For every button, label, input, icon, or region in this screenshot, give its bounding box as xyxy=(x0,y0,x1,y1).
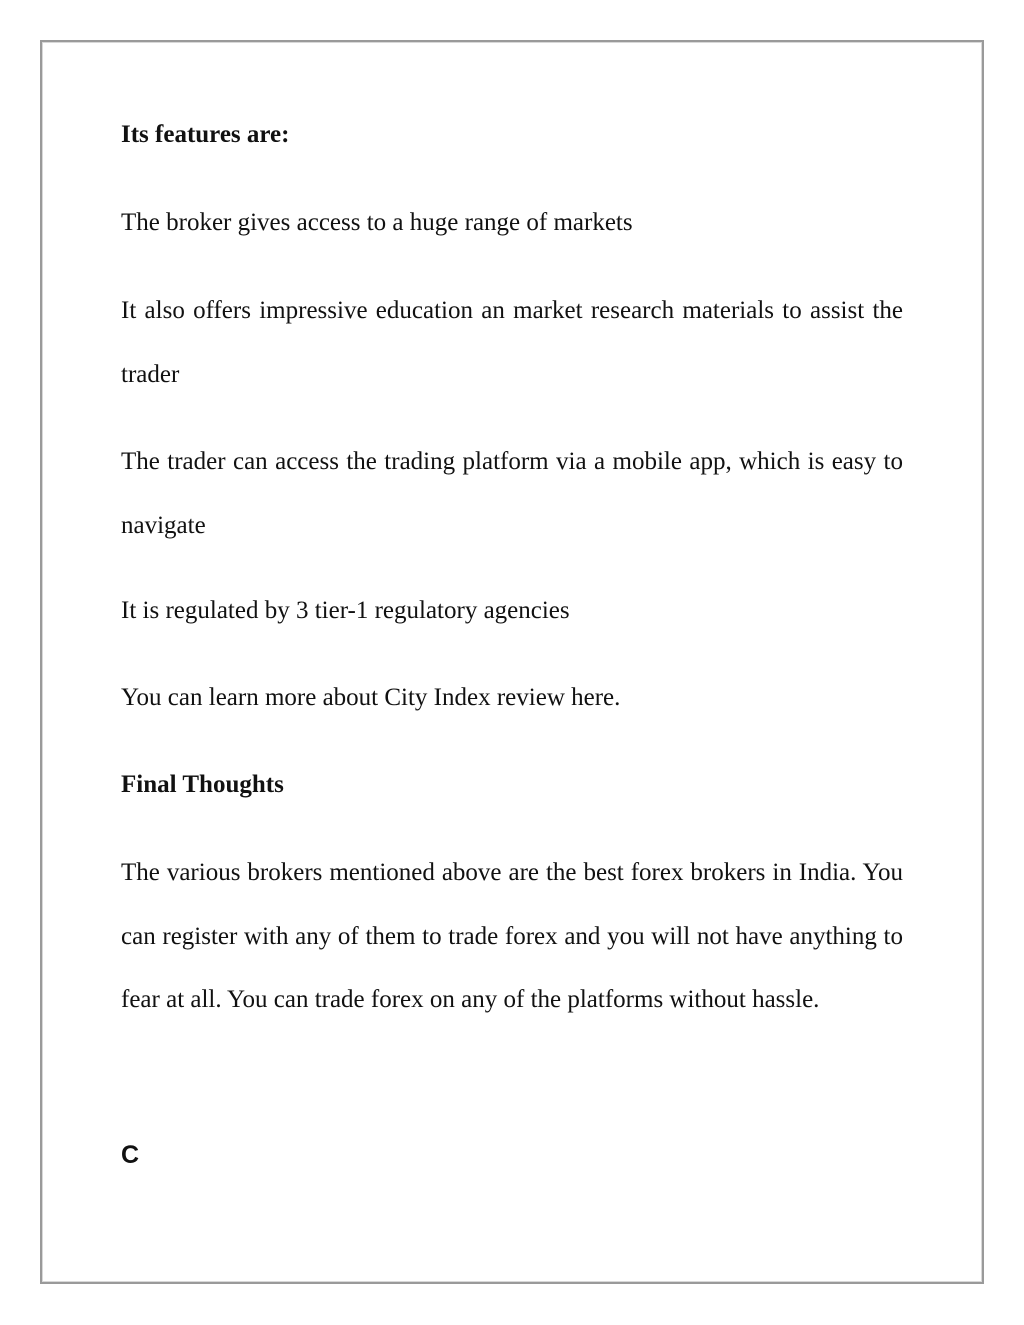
feature-item-regulation: It is regulated by 3 tier-1 regulatory agencies xyxy=(121,597,570,624)
feature-item-mobile-app: The trader can access the trading platform via a mobile app, which is easy to navigate xyxy=(121,448,903,539)
features-heading: Its features are: xyxy=(121,121,290,148)
final-thoughts-paragraph: The various brokers mentioned above are the best forex brokers in India. You can register with any of them to trade forex and you will not have anything to fear at all. You can trade forex on any of the platforms without hassle. xyxy=(121,859,903,1013)
feature-item-markets: The broker gives access to a huge range of markets xyxy=(121,209,633,236)
feature-item-learn-more: You can learn more about City Index review here. xyxy=(121,684,621,711)
final-thoughts-heading: Final Thoughts xyxy=(121,771,284,798)
feature-item-education: It also offers impressive education an market research materials to assist the trader xyxy=(121,297,903,388)
trailing-letter: C xyxy=(121,1141,140,1169)
